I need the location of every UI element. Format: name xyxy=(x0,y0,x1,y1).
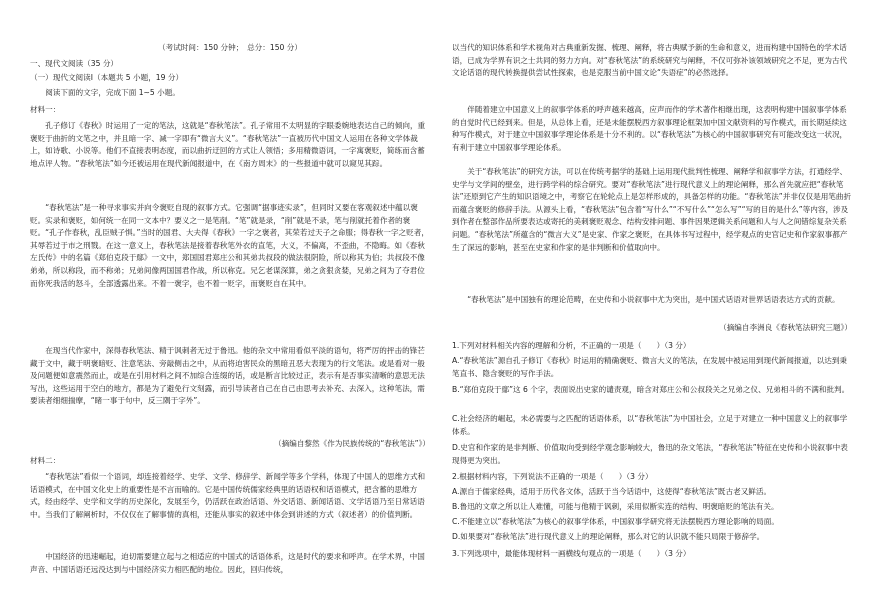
right-paragraph: D.史官和作家的是非判断、价值取向受到经学观念影响较大，鲁迅的杂文笔法，“春秋笔法”特征在史传和小说叙事中表现得更为突出。 xyxy=(452,443,848,465)
right-paragraph: 2.根据材料内容，下列说法不正确的一项是（ ）（3 分） xyxy=(452,472,653,481)
left-paragraph: （摘编自黎然《作为民族传统的“春秋笔法”》） xyxy=(274,439,430,448)
left-paragraph: （一）现代文阅读Ⅰ（本题共 5 小题，19 分） xyxy=(30,73,184,82)
left-paragraph: 阅读下面的文字，完成下面 1~5 小题。 xyxy=(45,88,180,97)
right-paragraph: 伴随着建立中国意义上的叙事学体系的呼声越来越高，应声而作的学术著作相继出现，这表明构建中国叙事学体系的自觉时代已经到来。但是，从总体上看，还是未能摆脱西方叙事理论框架加中国文献资料的写作模式，而长期延续这种写作模式，对于建立中国叙事学理论体系是十分不利的。以“春秋笔法”为核心的中国叙事研究有可能改变这一状况，有利于建立中国叙事学理论体系。 xyxy=(452,105,848,152)
right-paragraph: 以当代的知识体系和学术视角对古典重新发掘、梳理、阐释，将古典赋予新的生命和意义，进而构建中国特色的学术话语，已成为学界有识之士共同的努力方向。对“春秋笔法”的系统研究与阐释，不仅可弥补该领域研究之不足，更为古代文论话语的现代转换提供尝试性探索，也是克服当前中国文论“失语症”的必然选择。 xyxy=(452,43,848,78)
right-paragraph: 3.下列选项中，最能体现材料一画横线句观点的一项是（ ）（3 分） xyxy=(452,549,691,558)
left-paragraph: “春秋笔法”看似一个语词，却连接着经学、史学、文学、修辞学、新闻学等多个学科，体现了中国人的思维方式和话语模式，在中国文化史上的重要性是不言而喻的。它是中国传统儒家经典里的话语权和话语模式，把含蓄的思维方式，经由经学、史学和文学的历史深化，发展至今，仍活跃在政治话语、外交话语、新闻话语、文学话语乃至日常话语中。当我们了解阐析时，不仅仅在了解事情的真相，还能从事实的叙述中体会到讲述的方式（叙述者）的价值判断。 xyxy=(30,472,426,519)
left-paragraph: 一、现代文阅读（35 分） xyxy=(30,59,119,68)
left-paragraph: 材料一： xyxy=(30,105,61,114)
right-paragraph: “春秋笔法”是中国独有的理论范畴，在史传和小说叙事中尤为突出，是中国式话语对世界话语表达方式的贡献。 xyxy=(467,295,840,304)
left-paragraph: “春秋笔法”是一种寻求事实并向令褒贬自现的叙事方式。它强调“据事迹实录”，但同时又要在客观叙述中蕴以褒贬。实录和褒贬，如何统一在同一文本中？要义之一是笔削。“笔”就是录，“削”就是不录，笔与削就托着作者的褒贬。“孔子作春秋，乱臣贼子惧。”当时的国君、大夫得《春秋》一字之褒者，其荣若过天子之命服；得春秋一字之贬者，其辱若过于市之刑戮。在这一意义上，春秋笔法是接着春秋笔外衣的直笔，大义，不偏离，不歪曲，不隐晦。如《春秋左氏传》中的名篇《郑伯克段于鄢》一文中，郑国国君郑庄公和其弟共叔段的做法很阴险，所以称其为伯；共叔段不像弟弟，所以称段，而不称弟；兄弟间像两国国君作战，所以称克。兄乞老谋深算，弟之贪狠贪婪，兄弟之间为了夺君位而你死我活的怒斗，全部透露出来。不着一褒字，也不着一贬字，而褒贬自在其中。 xyxy=(30,203,429,288)
right-paragraph: A.源自于儒家经典，适用于历代各文体，活跃于当今话语中，这使得“春秋笔法”既古老又鲜活。 xyxy=(452,487,772,496)
right-paragraph: A.“春秋笔法”源自孔子修订《春秋》时运用的精确褒贬、微言大义的笔法，在发展中被运用到现代新闻报道，以达到秉笔直书、隐含褒贬的写作手法。 xyxy=(452,356,848,378)
right-paragraph: D.如果要对“春秋笔法”进行现代意义上的理论阐释，那么对它的认识就不能只局限于修辞学。 xyxy=(452,532,765,541)
left-paragraph: 材料二： xyxy=(30,456,61,465)
right-paragraph: （摘编自李洲良《春秋笔法研究三题》） xyxy=(719,323,852,332)
right-paragraph: B.鲁迅的文章之所以让人难懂，可能与他精于讽刺，采用似断实连的结构、明褒暗贬的笔法有关。 xyxy=(452,502,779,511)
right-paragraph: 1.下列对材料相关内容的理解和分析，不正确的一项是（ ）（3 分） xyxy=(452,341,691,350)
left-paragraph: 中国经济的迅速崛起，迫切需要建立起与之相适应的中国式的话语体系，这是时代的要求和呼声。在学术界，中国声音、中国话语还远没达到与中国经济实力相匹配的地位。因此，回归传统， xyxy=(30,552,425,574)
left-paragraph: （考试时间：150 分钟； 总分：150 分） xyxy=(158,43,302,52)
right-paragraph: C.不能建立以“春秋笔法”为核心的叙事学体系，中国叙事学研究将无法摆脱西方理论影响的局面。 xyxy=(452,517,779,526)
left-paragraph: 在现当代作家中，深得春秋笔法、精于讽刺者无过于鲁迅。他的杂文中常用看似平淡的语句，将严厉的抨击的锋芒藏于文中，藏于明褒暗贬、注意笔法、旁敲侧击之中，从而将迫害民众的黑暗丑恶大表现为的行文笔法。或是看对一般及问题便如意震然而止，或是在引用材料之间不加综合连缀的话，或是断言比较过正，表示有是否事实清晰的意思无法写出，这些运用于空白的地方，都是为了避免行文刻露，而引导读者自己在自己由思考去补充、去深入，这种笔法，需要读者细细揣摩，“睹一事于句中，反三隅于字外”。 xyxy=(30,346,425,406)
right-paragraph: 关于“春秋笔法”的研究方法，可以在传统考据学的基础上运用现代批判性梳理、阐释学和叙事学方法，打通经学、史学与文学间的壁垒，进行跨学科的综合研究。要对“春秋笔法”进行现代意义上的理论阐释，那么首先就应把“春秋笔法”还原到它产生的知识语境之中，考察它在轮轮点上是怎样形成的，具备怎样的功能。“春秋笔法”并非仅仅是用笔曲折而蕴含褒贬的修辞手法。从源头上看，“春秋笔法”包含着“写什么”“不写什么”“怎么写”“写的目的是什么”等内容，涉及到作者在整部作品所要表达或寄托的美刺褒贬观念、结构安排问题、事件因果逻辑关系问题和人与人之间错综复杂关系问题。“春秋笔法”所蕴含的“微言大义”是史家、作家之褒贬，在具体书写过程中，经学观点的史官记史和作家叙事都产生了深远的影响，甚至在史家和作家的是非判断和价值取向中。 xyxy=(452,167,852,252)
left-paragraph: 孔子修订《春秋》时运用了一定的笔法，这就是“春秋笔法”。孔子常用不太明显的字眼委婉地表达自己的倾向，重褒贬于曲折的文笔之中，并且暗一字、减一字即有“微言大义”。“春秋笔法”一直被历代中国文人运用在各种文学体裁上，如诗歌、小说等。他们不直接表明态度，而以曲折迂回的方式让人领悟；多用精微语词，一字寓褒贬，简练而含蓄地点评人物。“春秋笔法”如今还被运用在现代新闻报道中，在《南方周末》的一些报道中就可以窥见其踪。 xyxy=(30,121,426,168)
right-paragraph: C.社会经济的崛起，未必需要与之匹配的话语体系，以“春秋笔法”为中国社会，立足于对建立一种中国意义上的叙事学体系。 xyxy=(452,414,848,436)
right-paragraph: B.“郑伯克段于鄢”这 6 个字，表面说出史家的谴责观，暗含对郑庄公和公叔段关之兄弟之仪、兄弟相斗的不满和批判。 xyxy=(452,385,850,394)
